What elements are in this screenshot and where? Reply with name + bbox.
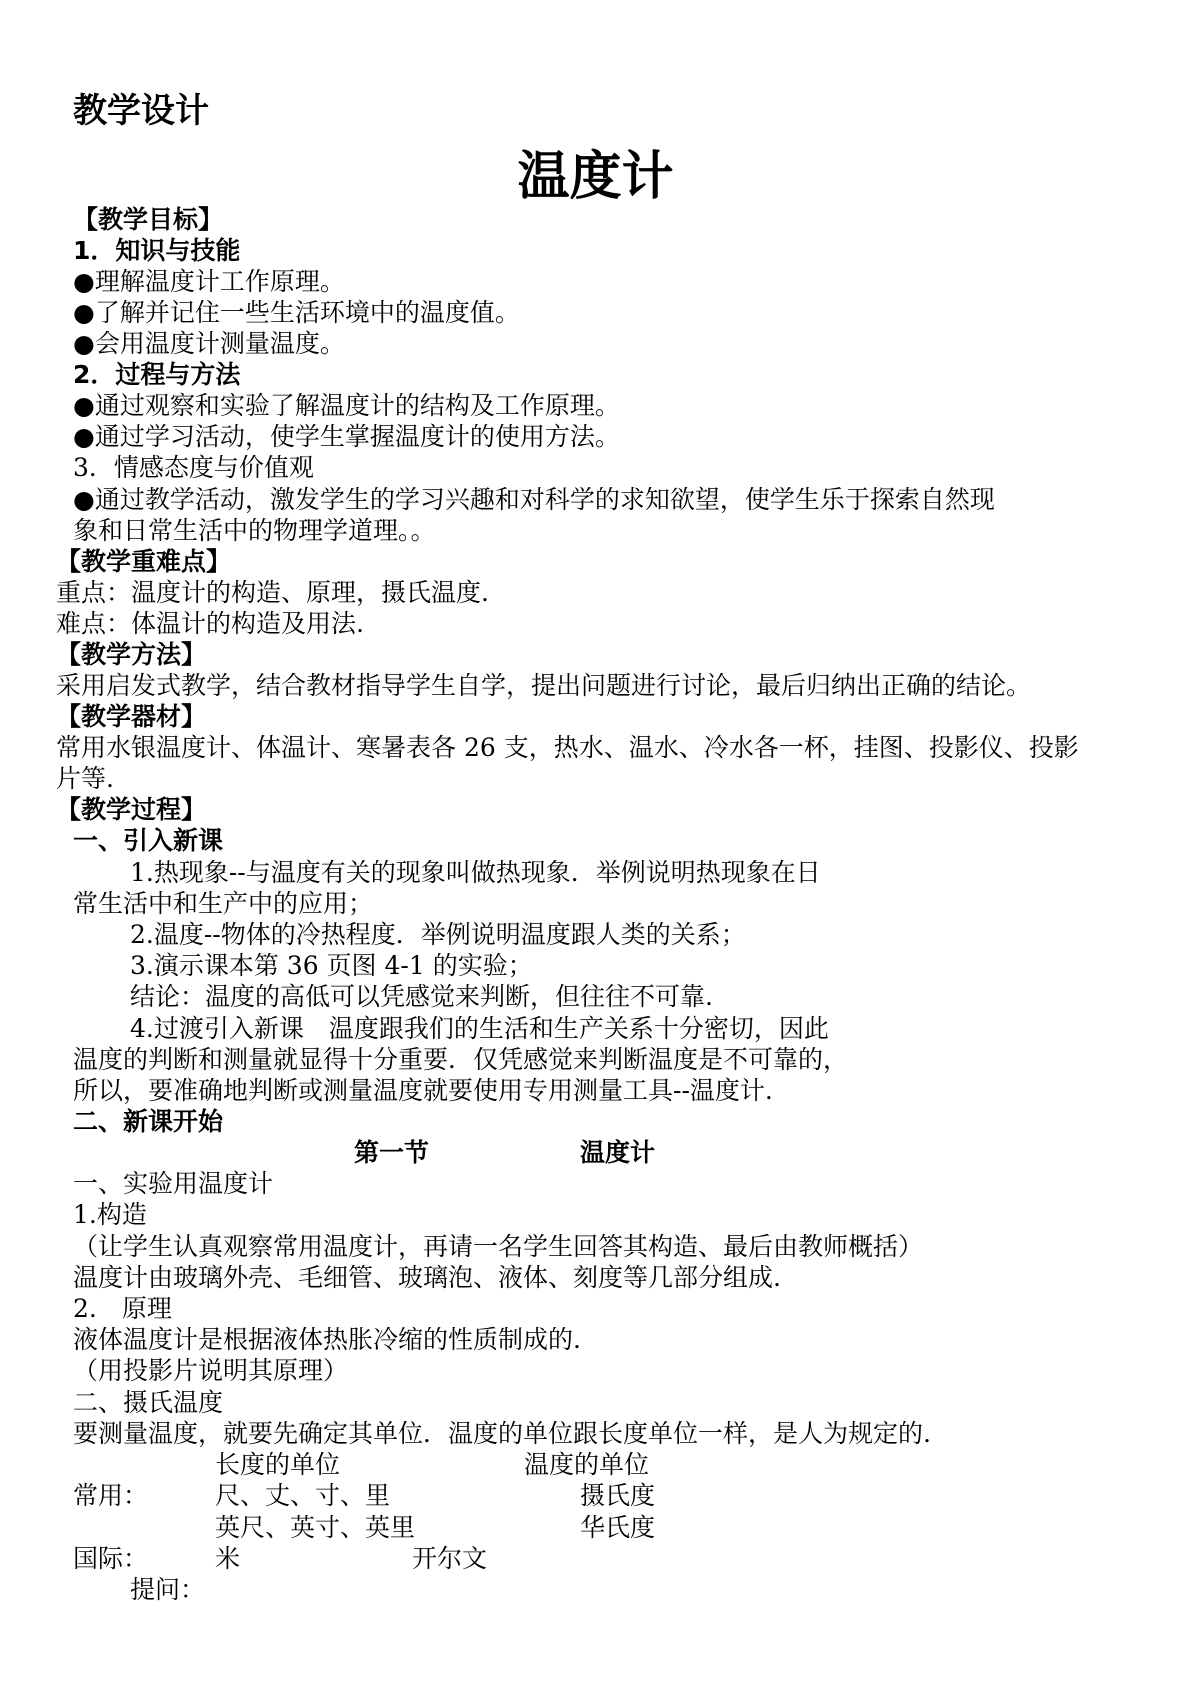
structure-text: 温度计由玻璃外壳、毛细管、玻璃泡、液体、刻度等几部分组成. <box>73 1263 781 1292</box>
question-prompt: 提问： <box>130 1575 206 1604</box>
new-lesson-heading: 二、新课开始 <box>73 1107 224 1136</box>
intro-line: 3.演示课本第 36 页图 4-1 的实验； <box>130 951 533 980</box>
lab-thermometer-heading: 一、实验用温度计 <box>73 1169 274 1198</box>
structure-heading: 1.构造 <box>73 1200 147 1229</box>
common-length-units: 尺、丈、寸、里 <box>215 1481 391 1510</box>
section-title: 温度计 <box>580 1138 656 1167</box>
principle-note: （用投影片说明其原理） <box>73 1356 349 1385</box>
principle-heading: 2. 原理 <box>73 1294 172 1323</box>
intro-line: 结论：温度的高低可以凭感觉来判断，但往往不可靠. <box>130 982 713 1011</box>
intro-line: 所以，要准确地判断或测量温度就要使用专用测量工具--温度计. <box>73 1076 773 1105</box>
knowledge-item: ●会用温度计测量温度。 <box>73 329 345 358</box>
intro-line: 2.温度--物体的冷热程度．举例说明温度跟人类的关系； <box>130 920 746 949</box>
intro-line: 4.过渡引入新课 温度跟我们的生活和生产关系十分密切，因此 <box>130 1014 829 1043</box>
intro-line: 温度的判断和测量就显得十分重要．仅凭感觉来判断温度是不可靠的， <box>73 1045 849 1074</box>
celsius-text: 要测量温度，就要先确定其单位．温度的单位跟长度单位一样，是人为规定的. <box>73 1419 931 1448</box>
objectives-heading: 【教学目标】 <box>73 205 224 234</box>
doc-type-heading: 教学设计 <box>73 91 209 131</box>
key-points-heading: 【教学重难点】 <box>56 547 232 576</box>
equipment-text-line: 片等. <box>56 764 114 793</box>
temp-unit-header: 温度的单位 <box>524 1450 650 1479</box>
international-label: 国际： <box>73 1544 149 1573</box>
fahrenheit-unit: 华氏度 <box>580 1513 656 1542</box>
process-method-heading: 2．过程与方法 <box>73 360 241 389</box>
intro-line: 常生活中和生产中的应用； <box>73 889 374 918</box>
structure-note: （让学生认真观察常用温度计，再请一名学生回答其构造、最后由教师概括） <box>73 1232 924 1261</box>
process-method-item: ●通过观察和实验了解温度计的结构及工作原理。 <box>73 391 620 420</box>
process-method-item: ●通过学习活动，使学生掌握温度计的使用方法。 <box>73 422 620 451</box>
common-label: 常用： <box>73 1481 149 1510</box>
principle-text: 液体温度计是根据液体热胀冷缩的性质制成的. <box>73 1325 581 1354</box>
imperial-length-units: 英尺、英寸、英里 <box>215 1513 416 1542</box>
equipment-heading: 【教学器材】 <box>56 702 207 731</box>
common-temp-unit: 摄氏度 <box>580 1481 656 1510</box>
emotion-text-line: 象和日常生活中的物理学道理。。 <box>73 516 436 545</box>
celsius-heading: 二、摄氏温度 <box>73 1388 224 1417</box>
knowledge-heading: 1．知识与技能 <box>73 236 241 265</box>
intro-line: 1.热现象--与温度有关的现象叫做热现象．举例说明热现象在日 <box>130 858 821 887</box>
knowledge-item: ●理解温度计工作原理。 <box>73 267 345 296</box>
intro-heading: 一、引入新课 <box>73 826 224 855</box>
equipment-text-line: 常用水银温度计、体温计、寒暑表各 26 支，热水、温水、冷水各一杯，挂图、投影仪、投影 <box>56 733 1079 762</box>
emotion-heading: 3．情感态度与价值观 <box>73 453 314 482</box>
difficulty-text: 难点：体温计的构造及用法. <box>56 609 364 638</box>
focus-text: 重点：温度计的构造、原理，摄氏温度. <box>56 578 489 607</box>
international-temp-unit: 开尔文 <box>412 1544 488 1573</box>
emotion-text-line: ●通过教学活动，激发学生的学习兴趣和对科学的求知欲望，使学生乐于探索自然现 <box>73 485 995 514</box>
section-number: 第一节 <box>354 1138 430 1167</box>
process-heading: 【教学过程】 <box>56 795 207 824</box>
knowledge-item: ●了解并记住一些生活环境中的温度值。 <box>73 298 520 327</box>
length-unit-header: 长度的单位 <box>215 1450 341 1479</box>
method-text: 采用启发式教学，结合教材指导学生自学，提出问题进行讨论，最后归纳出正确的结论。 <box>56 671 1032 700</box>
international-length-unit: 米 <box>215 1544 241 1573</box>
page-title: 温度计 <box>517 147 674 207</box>
method-heading: 【教学方法】 <box>56 640 207 669</box>
